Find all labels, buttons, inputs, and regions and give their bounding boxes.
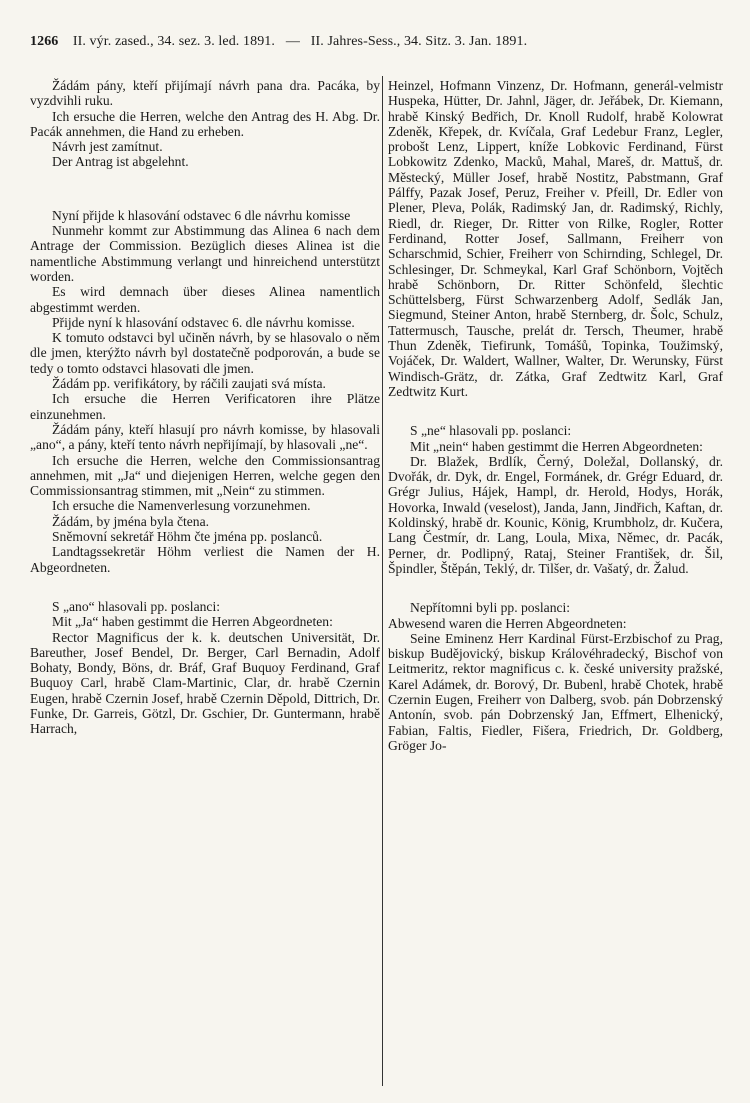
paragraph-gap [30, 170, 380, 208]
paragraph: Ich ersuche die Herren Verificatoren ihre Plätze einzunehmen. [30, 391, 380, 422]
paragraph: Ich ersuche die Herren, welche den Antrag des H. Abg. Dr. Pacák annehmen, die Hand zu erheben. [30, 108, 380, 139]
paragraph: Sněmovní sekretář Höhm čte jména pp. poslanců. [52, 529, 323, 545]
paragraph: Mit „Ja“ haben gestimmt die Herren Abgeordneten: [52, 614, 333, 630]
paragraph: Landtagssekretär Höhm verliest die Namen der H. Abgeordneten. [30, 544, 380, 575]
paragraph: Es wird demnach über dieses Alinea namentlich abgestimmt werden. [30, 284, 380, 315]
header-dash: — [285, 34, 300, 49]
paragraph: S „ne“ hlasovali pp. poslanci: [410, 423, 572, 439]
paragraph: Dr. Blažek, Brdlík, Černý, Doležal, Dollanský, dr. Dvořák, dr. Dyk, dr. Engel, Formánek, dr. Grégr Eduard, dr. Grégr Julius, Hájek, Hampl, dr. Herold, Hodys, Horák, Hovorka, Inwald (veselost), Janda, Jann, Jindřich, Kaftan, dr. Koldinský, hrabě dr. Kounic, König, Krumbholz, dr. Kučera, Lang Čestmír, dr. Lang, Loula, Mixa, Němec, dr. Pacák, Perner, dr. Podlipný, Rataj, Steiner František, dr. Šil, Špindler, Štěpán, Teklý, dr. Tilšer, dr. Vašatý, dr. Žalud. [388, 453, 723, 576]
paragraph: Seine Eminenz Herr Kardinal Fürst-Erzbischof zu Prag, biskup Budějovický, biskup Královéhradecký, Bischof von Leitmeritz, rektor magnificus c. k. české university pražské, Karel Adámek, dr. Borový, Dr. Bubenl, hrabě Chotek, hrabě Czernin Eugen, Freiherr von Dalberg, svob. pán Dobrzenský Antonín, svob. pán Dobrzenský Jan, Effmert, Elhenický, Fabian, Faltis, Fiedler, Fišera, Friedrich, Dr. Goldberg, Gröger Jo- [388, 630, 723, 753]
paragraph: S „ano“ hlasovali pp. poslanci: [52, 598, 220, 614]
paragraph: K tomuto odstavci byl učiněn návrh, by se hlasovalo o něm dle jmen, kterýžto návrh byl dostatečně podporován, a bude se tedy o tomto odstavci hlasovati dle jmen. [30, 330, 380, 376]
paragraph-gap [388, 399, 723, 423]
paragraph: Žádám pány, kteří hlasují pro návrh komisse, by hlasovali „ano“, a pány, kteří tento návrh nepřijímají, by hlasovali „ne“. [30, 421, 380, 453]
paragraph-gap [30, 575, 380, 599]
paragraph: Heinzel, Hofmann Vinzenz, Dr. Hofmann, generál-velmistr Huspeka, Hütter, Dr. Jahnl, Jäger, dr. Jeřábek, Dr. Kiemann, hrabě Kinský Bedřich, Dr. Knoll Rudolf, hrabě Kolowrat Zdeněk, Křepek, dr. Kvíčala, Graf Ledebur Franz, Legler, probošt Lenz, Lippert, kníže Lobkovic Ferdinand, Fürst Lobkowitz Zdenko, Macků, Mahal, Mareš, dr. Mattuš, dr. Městecký, Müller Josef, hrabě Nostitz, Pabstmann, Graf Pálffy, Pazak Josef, Peruz, Freiher v. Pfeill, Dr. Edler von Plener, Pleva, Polák, Radimský Jan, dr. Radimský, Richly, Riedl, dr. Rieger, Dr. Ritter von Rilke, Rogler, Rotter Ferdinand, Rotter Josef, Sallmann, Freiherr von Scharschmid, Schier, Freiherr von Schirnding, Schlegel, Dr. Schlesinger, Dr. Schmeykal, Karl Graf Schönborn, Vojtěch hrabě Schönborn, Dr. Ritter Schönfeld, šlechtic Schüttelsberg, Fürst Schwarzenberg Adolf, Sedlák Jan, Siegmund, Steiner Anton, hrabě Sternberg, dr. Šolc, Schulz, Tattermusch, Tausche, prelát dr. Tersch, Theumer, hrabě Thun Zdeněk, Tiefirunk, Tomášů, Topinka, Toužimský, Vojáček, Dr. Waldert, Wallner, Walter, Dr. Werunsky, Fürst Windisch-Grätz, dr. Zátka, Graf Zedtwitz Karl, Graf Zedtwitz Kurt. [388, 78, 723, 399]
left-column [30, 78, 380, 737]
page-number: 1266 [30, 34, 59, 49]
paragraph: Návrh jest zamítnut. [52, 139, 163, 155]
paragraph: Žádám, by jména byla čtena. [52, 513, 210, 529]
paragraph: Žádám pány, kteří přijímají návrh pana dra. Pacáka, by vyzdvihli ruku. [30, 78, 380, 109]
page-header [30, 34, 720, 50]
paragraph: Nyní přijde k hlasování odstavec 6 dle návrhu komisse [52, 207, 351, 223]
paragraph: Der Antrag ist abgelehnt. [52, 154, 189, 170]
right-column [388, 78, 723, 753]
paragraph: Nunmehr kommt zur Abstimmung das Alinea 6 nach dem Antrage der Commission. Bezüglich dieses Alinea ist die namentliche Abstimmung verlangt und hinreichend unterstützt worden. [30, 223, 380, 284]
paragraph: Rector Magnificus der k. k. deutschen Universität, Dr. Bareuther, Josef Bendel, Dr. Berger, Carl Bernadin, Adolf Bohaty, Bondy, Böns, dr. Bráf, Graf Buquoy Ferdinand, Graf Buquoy Carl, hrabě Clam-Martinic, Clar, dr. hrabě Czernin Eugen, hrabě Czernin Josef, hrabě Czernin Děpold, Dittrich, Dr. Funke, Dr. Garreis, Götzl, Dr. Gschier, Dr. Guntermann, hrabě Harrach, [30, 629, 380, 737]
paragraph: Abwesend waren die Herren Abgeordneten: [388, 615, 627, 631]
paragraph: Ich ersuche die Herren, welche den Commissionsantrag annehmen, mit „Ja“ und diejenigen Herren, welche gegen den Commissionsantrag stimmen, mit „Nein“ zu stimmen. [30, 452, 380, 499]
paragraph: Žádám pp. verifikátory, by ráčili zaujati svá místa. [52, 376, 326, 392]
paragraph: Mit „nein“ haben gestimmt die Herren Abgeordneten: [410, 438, 703, 454]
paragraph-gap [388, 576, 723, 600]
header-german: II. Jahres-Sess., 34. Sitz. 3. Jan. 1891. [310, 34, 528, 49]
paragraph: Ich ersuche die Namenverlesung vorzunehmen. [52, 498, 311, 514]
column-divider [382, 76, 383, 1086]
header-czech: II. výr. zased., 34. sez. 3. led. 1891. [72, 34, 276, 49]
paragraph: Přijde nyní k hlasování odstavec 6. dle návrhu komisse. [52, 314, 355, 330]
paragraph: Nepřítomni byli pp. poslanci: [410, 600, 571, 616]
